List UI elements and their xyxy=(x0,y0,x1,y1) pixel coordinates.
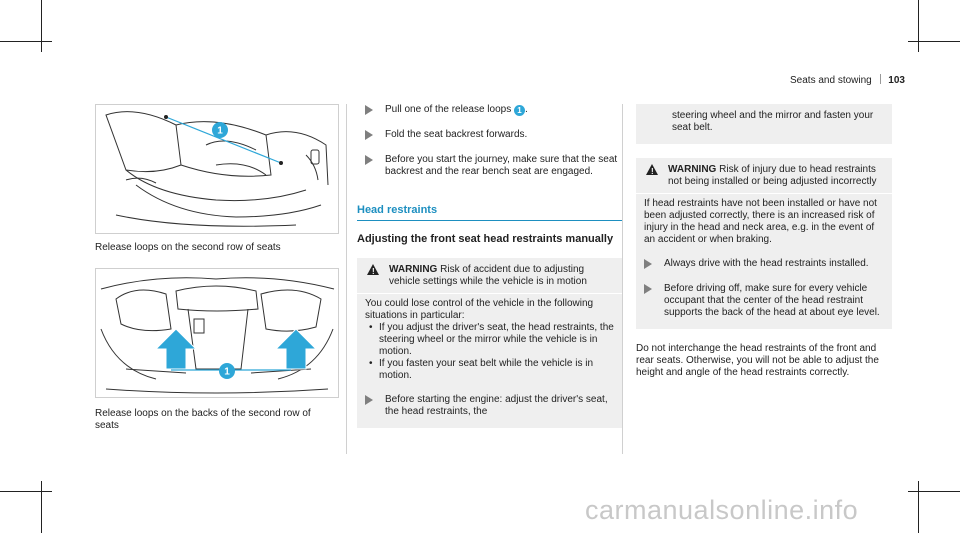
warning-continued xyxy=(636,104,892,144)
crop-mark xyxy=(918,481,919,533)
step-text: steering wheel and the mirror and fasten your seat belt. xyxy=(672,110,874,133)
step-drive-with-restraints xyxy=(636,258,884,270)
figure-2-caption: Release loops on the backs of the second row of seats xyxy=(95,408,311,431)
column-divider xyxy=(622,104,623,454)
subheading: Adjusting the front seat head restraints manually xyxy=(357,233,614,245)
warning-list xyxy=(365,322,614,382)
step-arrow-icon xyxy=(644,259,652,269)
step-text: Pull one of the release loops xyxy=(385,104,512,115)
crop-mark xyxy=(0,41,52,42)
section-rule xyxy=(357,220,622,221)
section-name: Seats and stowing xyxy=(790,75,872,86)
warning-body: If head restraints have not been installed or have not been adjusted correctly, there is an increased risk of injury in the head and neck area, e.g. in the event of an accident or when braking. xyxy=(644,198,877,245)
step-arrow-icon xyxy=(365,395,373,405)
crop-mark xyxy=(918,0,919,52)
page-header xyxy=(790,74,905,86)
warning-header xyxy=(644,164,884,188)
step-arrow-icon xyxy=(365,155,373,165)
column-2 xyxy=(357,104,622,428)
seat-illustration xyxy=(96,105,338,233)
warning-title: Risk of accident due to adjusting vehicle settings while the vehicle is in motion xyxy=(389,264,587,287)
warning-label: WARNING xyxy=(389,264,438,275)
warning-icon: ! xyxy=(367,264,379,275)
step-text: Before starting the engine: adjust the driver's seat, the head restraints, the xyxy=(385,394,608,417)
step-text-end: . xyxy=(524,104,528,115)
backrest-illustration xyxy=(96,269,338,397)
step-text: Before you start the journey, make sure that the seat backrest and the rear bench seat are engaged. xyxy=(385,154,618,177)
step-check-occupants xyxy=(636,283,884,319)
warning-body: You could lose control of the vehicle in the following situations in particular: xyxy=(365,298,594,321)
callout-1-label: 1 xyxy=(224,366,230,378)
step-arrow-icon xyxy=(644,284,652,294)
watermark: carmanualsonline.info xyxy=(585,495,859,525)
step-text: Always drive with the head restraints installed. xyxy=(664,258,869,269)
step-fold-backrest xyxy=(357,129,622,141)
crop-mark xyxy=(0,491,52,492)
crop-mark xyxy=(41,0,42,52)
warning-box xyxy=(636,158,892,329)
column-divider xyxy=(346,104,347,454)
list-item: • If you fasten your seat belt while the vehicle is in motion. xyxy=(379,358,614,382)
warning-title: Risk of injury due to head restraints not being installed or being adjusted incorrectly xyxy=(668,164,877,187)
step-text: Before driving off, make sure for every vehicle occupant that the center of the head restraint supports the back of the head at about eye level. xyxy=(664,283,880,318)
crop-mark xyxy=(41,481,42,533)
warning-header xyxy=(365,264,614,288)
figure-1-caption: Release loops on the second row of seats xyxy=(95,242,281,253)
section-heading: Head restraints xyxy=(357,204,438,216)
crop-mark xyxy=(908,491,960,492)
step-arrow-icon xyxy=(365,105,373,115)
figure-backrest-release-loops xyxy=(95,268,339,398)
warning-box xyxy=(357,258,622,428)
arrow-up-icon xyxy=(156,329,196,369)
step-text: Fold the seat backrest forwards. xyxy=(385,129,528,140)
list-item: • If you adjust the driver's seat, the head restraints, the steering wheel or the mirror while the vehicle is in motion. xyxy=(379,322,614,358)
step-check-engaged xyxy=(357,154,622,178)
column-3 xyxy=(636,104,892,379)
figure-seat-release-loops xyxy=(95,104,339,234)
callout-1-icon: 1 xyxy=(514,105,525,116)
warning-icon: ! xyxy=(646,164,658,175)
callout-1-label: 1 xyxy=(217,125,223,137)
warning-label: WARNING xyxy=(668,164,717,175)
step-adjust-before-start xyxy=(357,394,614,418)
step-pull-loop xyxy=(357,104,622,116)
crop-mark xyxy=(908,41,960,42)
step-arrow-icon xyxy=(365,130,373,140)
page-number: 103 xyxy=(888,75,905,86)
note-text: Do not interchange the head restraints of the front and rear seats. Otherwise, you will not be able to adjust the height and angle of the head restraints correctly. xyxy=(636,343,879,378)
